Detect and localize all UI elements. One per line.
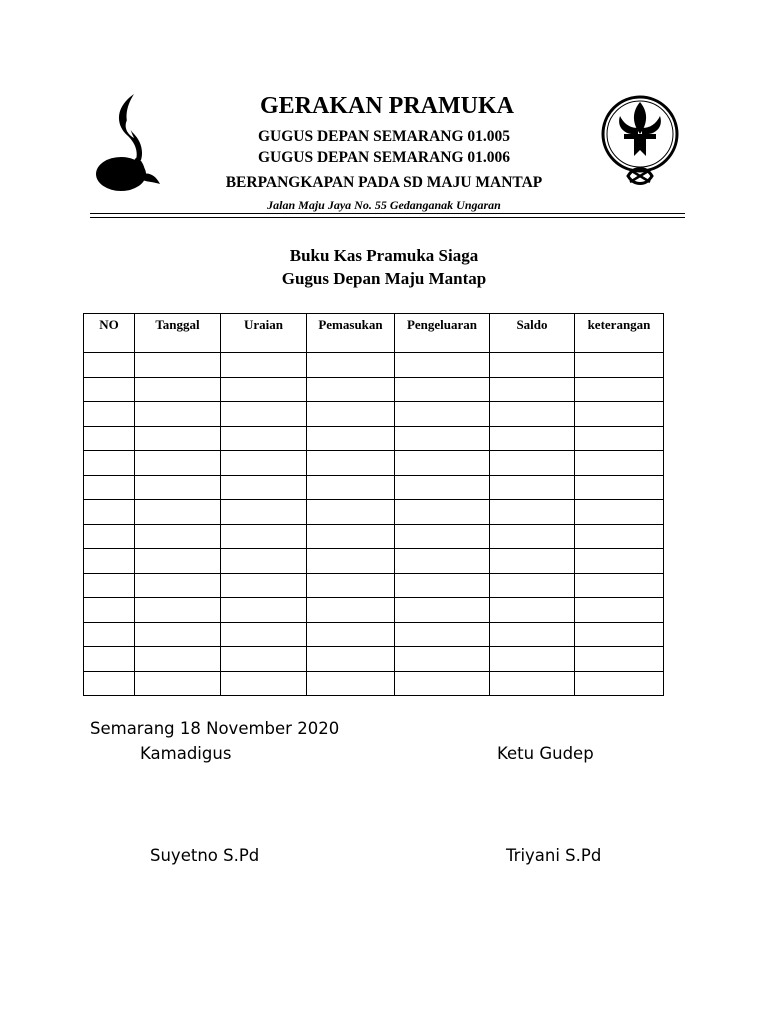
table-cell [307,402,395,427]
table-cell [575,671,664,696]
table-cell [575,426,664,451]
table-cell [395,377,490,402]
table-cell [395,573,490,598]
table-cell [84,573,135,598]
table-cell [84,622,135,647]
table-cell [221,426,307,451]
table-cell [84,353,135,378]
table-cell [575,622,664,647]
table-cell [490,353,575,378]
table-cell [575,475,664,500]
table-cell [221,500,307,525]
table-cell [307,500,395,525]
table-row [84,524,664,549]
table-cell [395,524,490,549]
table-cell [490,377,575,402]
table-cell [84,524,135,549]
table-cell [395,475,490,500]
table-cell [135,451,221,476]
table-cell [575,647,664,672]
table-cell [135,598,221,623]
table-cell [395,353,490,378]
table-cell [135,622,221,647]
table-cell [490,647,575,672]
unit-line-1: GUGUS DEPAN SEMARANG 01.005 [257,128,511,145]
table-cell [135,500,221,525]
table-cell [490,573,575,598]
table-cell [490,426,575,451]
table-cell [490,598,575,623]
table-cell [221,402,307,427]
table-cell [395,549,490,574]
table-cell [221,647,307,672]
right-signatory-name: Triyani S.Pd [506,846,602,865]
table-cell [84,377,135,402]
table-cell [575,451,664,476]
table-cell [307,622,395,647]
table-row [84,451,664,476]
table-cell [490,500,575,525]
table-cell [575,524,664,549]
document-subtitle: Gugus Depan Maju Mantap [281,269,487,288]
document-title: Buku Kas Pramuka Siaga [289,246,479,265]
table-cell [307,426,395,451]
column-header-uraian: Uraian [221,314,307,353]
table-cell [221,549,307,574]
table-row [84,500,664,525]
table-cell [84,426,135,451]
table-cell [221,451,307,476]
table-cell [395,426,490,451]
table-row [84,402,664,427]
table-cell [490,671,575,696]
table-cell [221,353,307,378]
table-cell [307,475,395,500]
column-header-pemasukan: Pemasukan [307,314,395,353]
table-row [84,426,664,451]
letterhead-divider-thick [90,213,685,214]
table-cell [84,475,135,500]
table-cell [84,500,135,525]
table-cell [307,524,395,549]
left-signatory-role: Kamadigus [140,744,232,763]
table-cell [307,598,395,623]
table-cell [575,353,664,378]
column-header-tanggal: Tanggal [135,314,221,353]
table-cell [135,647,221,672]
table-cell [395,598,490,623]
organization-name: GERAKAN PRAMUKA [260,93,514,119]
table-row [84,622,664,647]
table-cell [221,377,307,402]
table-cell [307,353,395,378]
column-header-no: NO [84,314,135,353]
table-cell [395,500,490,525]
table-cell [575,500,664,525]
table-cell [307,573,395,598]
table-cell [135,402,221,427]
table-header-row [84,314,664,353]
left-signatory-name: Suyetno S.Pd [150,846,260,865]
table-cell [395,402,490,427]
table-cell [135,353,221,378]
column-header-keterangan: keterangan [575,314,664,353]
address-line: Jalan Maju Jaya No. 55 Gedanganak Ungaran [267,198,501,212]
table-cell [490,622,575,647]
table-cell [307,647,395,672]
school-line: BERPANGKAPAN PADA SD MAJU MANTAP [225,174,543,191]
table-cell [135,475,221,500]
table-cell [221,671,307,696]
table-cell [490,475,575,500]
table-cell [135,671,221,696]
place-date: Semarang 18 November 2020 [90,719,340,738]
right-signatory-role: Ketu Gudep [497,744,594,763]
table-cell [221,524,307,549]
table-row [84,377,664,402]
table-cell [221,573,307,598]
table-cell [221,598,307,623]
table-cell [490,549,575,574]
table-row [84,475,664,500]
table-cell [84,402,135,427]
table-cell [575,549,664,574]
table-cell [135,426,221,451]
cash-book-table [83,313,664,696]
table-cell [307,549,395,574]
table-cell [575,573,664,598]
table-cell [84,647,135,672]
table-cell [575,377,664,402]
table-cell [84,451,135,476]
letterhead-divider-thin [90,217,685,218]
table-cell [84,671,135,696]
table-cell [84,549,135,574]
column-header-saldo: Saldo [490,314,575,353]
table-row [84,647,664,672]
table-cell [221,622,307,647]
table-cell [490,524,575,549]
table-row [84,573,664,598]
table-row [84,598,664,623]
column-header-pengeluaran: Pengeluaran [395,314,490,353]
table-cell [490,402,575,427]
table-cell [490,451,575,476]
table-row [84,353,664,378]
unit-line-2: GUGUS DEPAN SEMARANG 01.006 [257,149,511,166]
table-cell [307,671,395,696]
table-cell [395,451,490,476]
table-row [84,549,664,574]
table-cell [395,671,490,696]
table-cell [84,598,135,623]
table-cell [307,377,395,402]
table-cell [307,451,395,476]
table-cell [135,377,221,402]
table-cell [395,622,490,647]
table-row [84,671,664,696]
table-cell [395,647,490,672]
table-cell [575,402,664,427]
table-cell [135,549,221,574]
table-cell [135,524,221,549]
table-cell [221,475,307,500]
table-cell [575,598,664,623]
table-cell [135,573,221,598]
